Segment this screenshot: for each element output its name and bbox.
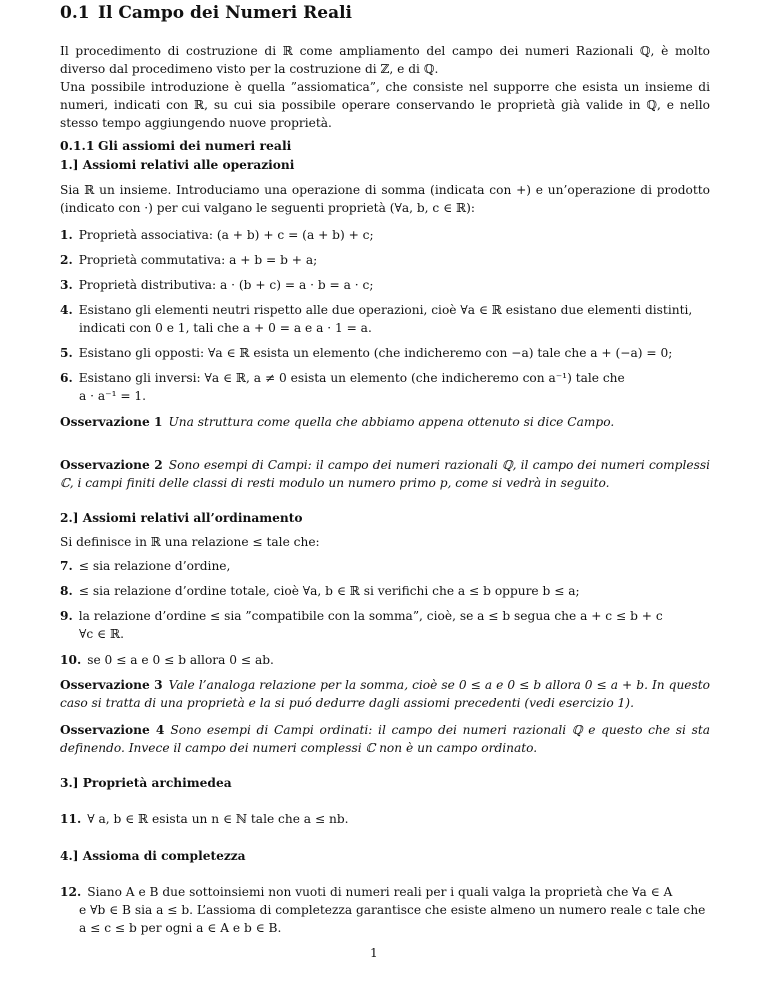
observation-text: Vale l’analoga relazione per la somma, cioè se 0 ≤ a e 0 ≤ b allora 0 ≤ a + b. In questo caso si tratta di una proprietà e la si puó dedurre dagli assiomi precedenti (vedi esercizio 1). (60, 678, 711, 710)
block-1-heading: 1.] Assiomi relativi alle operazioni (60, 158, 295, 172)
observation-text: Una struttura come quella che abbiamo appena ottenuto si dice Campo. (168, 415, 615, 429)
observation-1 (60, 413, 710, 431)
observation-label: Osservazione 2 (60, 458, 163, 472)
axiom-item (60, 369, 710, 405)
axiom-text-continued: indicati con 0 e 1, tali che a + 0 = a e a · 1 = a. (79, 321, 372, 335)
page-number: 1 (370, 946, 378, 960)
observation-label: Osservazione 3 (60, 678, 163, 692)
axiom-item (60, 810, 710, 828)
observation-3 (60, 676, 710, 712)
block-2-heading: 2.] Assiomi relativi all’ordinamento (60, 511, 303, 525)
axiom-item (60, 582, 710, 600)
axiom-label: 3. (60, 278, 73, 292)
axiom-label: 4. (60, 303, 73, 317)
axiom-label: 12. (60, 885, 82, 899)
block-3-heading: 3.] Proprietà archimedea (60, 776, 232, 790)
section-heading (60, 4, 352, 22)
axiom-item (60, 226, 710, 244)
observation-2 (60, 456, 710, 492)
block-2-text: Si definisce in ℝ una relazione ≤ tale che: (60, 535, 320, 549)
axiom-label: 11. (60, 812, 82, 826)
axiom-text: Esistano gli inversi: ∀a ∈ ℝ, a ≠ 0 esista un elemento (che indicheremo con a⁻¹) tale che (78, 371, 625, 385)
observation-text: Sono esempi di Campi: il campo dei numeri razionali ℚ, il campo dei numeri complessi ℂ, i campi finiti delle classi di resti modulo un numero primo p, come si vedrà in seguito. (60, 458, 710, 490)
axiom-text: Proprietà distributiva: a · (b + c) = a · b = a · c; (78, 278, 374, 292)
axiom-text-continued: a · a⁻¹ = 1. (79, 389, 147, 403)
subsection-title: Gli assiomi dei numeri reali (98, 138, 292, 153)
axiom-item (60, 883, 710, 937)
subsection-number: 0.1.1 (60, 138, 95, 153)
axiom-label: 1. (60, 228, 73, 242)
observation-label: Osservazione 1 (60, 415, 163, 429)
axiom-item (60, 301, 710, 337)
axiom-text-continued: ∀c ∈ ℝ. (79, 627, 124, 641)
axiom-label: 6. (60, 371, 73, 385)
axiom-item (60, 344, 710, 362)
axiom-label: 7. (60, 559, 73, 573)
axiom-text: ≤ sia relazione d’ordine totale, cioè ∀a, b ∈ ℝ si verifichi che a ≤ b oppure b ≤ a; (78, 584, 580, 598)
intro-paragraph-1: Il procedimento di costruzione di ℝ come ampliamento del campo dei numeri Razionali ℚ, è molto diverso dal procedimeno visto per la costruzione di ℤ, e di ℚ. (60, 44, 710, 76)
section-number: 0.1 (60, 3, 90, 23)
document-page (60, 0, 710, 994)
axiom-text: ∀ a, b ∈ ℝ esista un n ∈ ℕ tale che a ≤ nb. (87, 812, 349, 826)
block-1-text: Sia ℝ un insieme. Introduciamo una operazione di somma (indicata con +) e un’operazione di prodotto (indicato con ·) per cui valgano le seguenti proprietà (∀a, b, c ∈ ℝ): (60, 183, 710, 215)
axiom-label: 5. (60, 346, 73, 360)
section-title: Il Campo dei Numeri Reali (98, 3, 352, 23)
intro-paragraph-2: Una possibile introduzione è quella ”assiomatica”, che consiste nel supporre che esista un insieme di numeri, indicati con ℝ, su cui sia possibile operare conservando le proprietà già valide in ℚ, e nello stesso tempo aggiungendo nuove proprietà. (60, 80, 710, 130)
axiom-text: ≤ sia relazione d’ordine, (78, 559, 231, 573)
observation-4 (60, 721, 710, 757)
observation-label: Osservazione 4 (60, 723, 165, 737)
axiom-label: 8. (60, 584, 73, 598)
block-4-heading: 4.] Assioma di completezza (60, 849, 246, 863)
axiom-item (60, 276, 710, 294)
axiom-item (60, 651, 710, 669)
axiom-text: la relazione d’ordine ≤ sia ”compatibile con la somma”, cioè, se a ≤ b segua che a + c ≤ b + c (78, 609, 663, 623)
axiom-label: 10. (60, 653, 82, 667)
axiom-label: 9. (60, 609, 73, 623)
observation-text: Sono esempi di Campi ordinati: il campo dei numeri razionali ℚ e questo che si sta definendo. Invece il campo dei numeri complessi ℂ non è un campo ordinato. (60, 723, 710, 755)
axiom-label: 2. (60, 253, 73, 267)
axiom-item (60, 557, 710, 575)
axiom-text: Esistano gli opposti: ∀a ∈ ℝ esista un elemento (che indicheremo con −a) tale che a + (−a) = 0; (78, 346, 673, 360)
axiom-text: Proprietà commutativa: a + b = b + a; (78, 253, 318, 267)
axiom-item (60, 251, 710, 269)
subsection-heading (60, 137, 291, 155)
axiom-text-continued: e ∀b ∈ B sia a ≤ b. L’assioma di completezza garantisce che esiste almeno un numero reale c tale che a ≤ c ≤ b per ogni a ∈ A e b ∈ B. (79, 903, 706, 935)
axiom-text: Esistano gli elementi neutri rispetto alle due operazioni, cioè ∀a ∈ ℝ esistano due elementi distinti, (78, 303, 693, 317)
axiom-text: Proprietà associativa: (a + b) + c = (a + b) + c; (78, 228, 374, 242)
axiom-item (60, 607, 710, 643)
axiom-text: se 0 ≤ a e 0 ≤ b allora 0 ≤ ab. (87, 653, 274, 667)
axiom-text: Siano A e B due sottoinsiemi non vuoti di numeri reali per i quali valga la proprietà che ∀a ∈ A (87, 885, 673, 899)
